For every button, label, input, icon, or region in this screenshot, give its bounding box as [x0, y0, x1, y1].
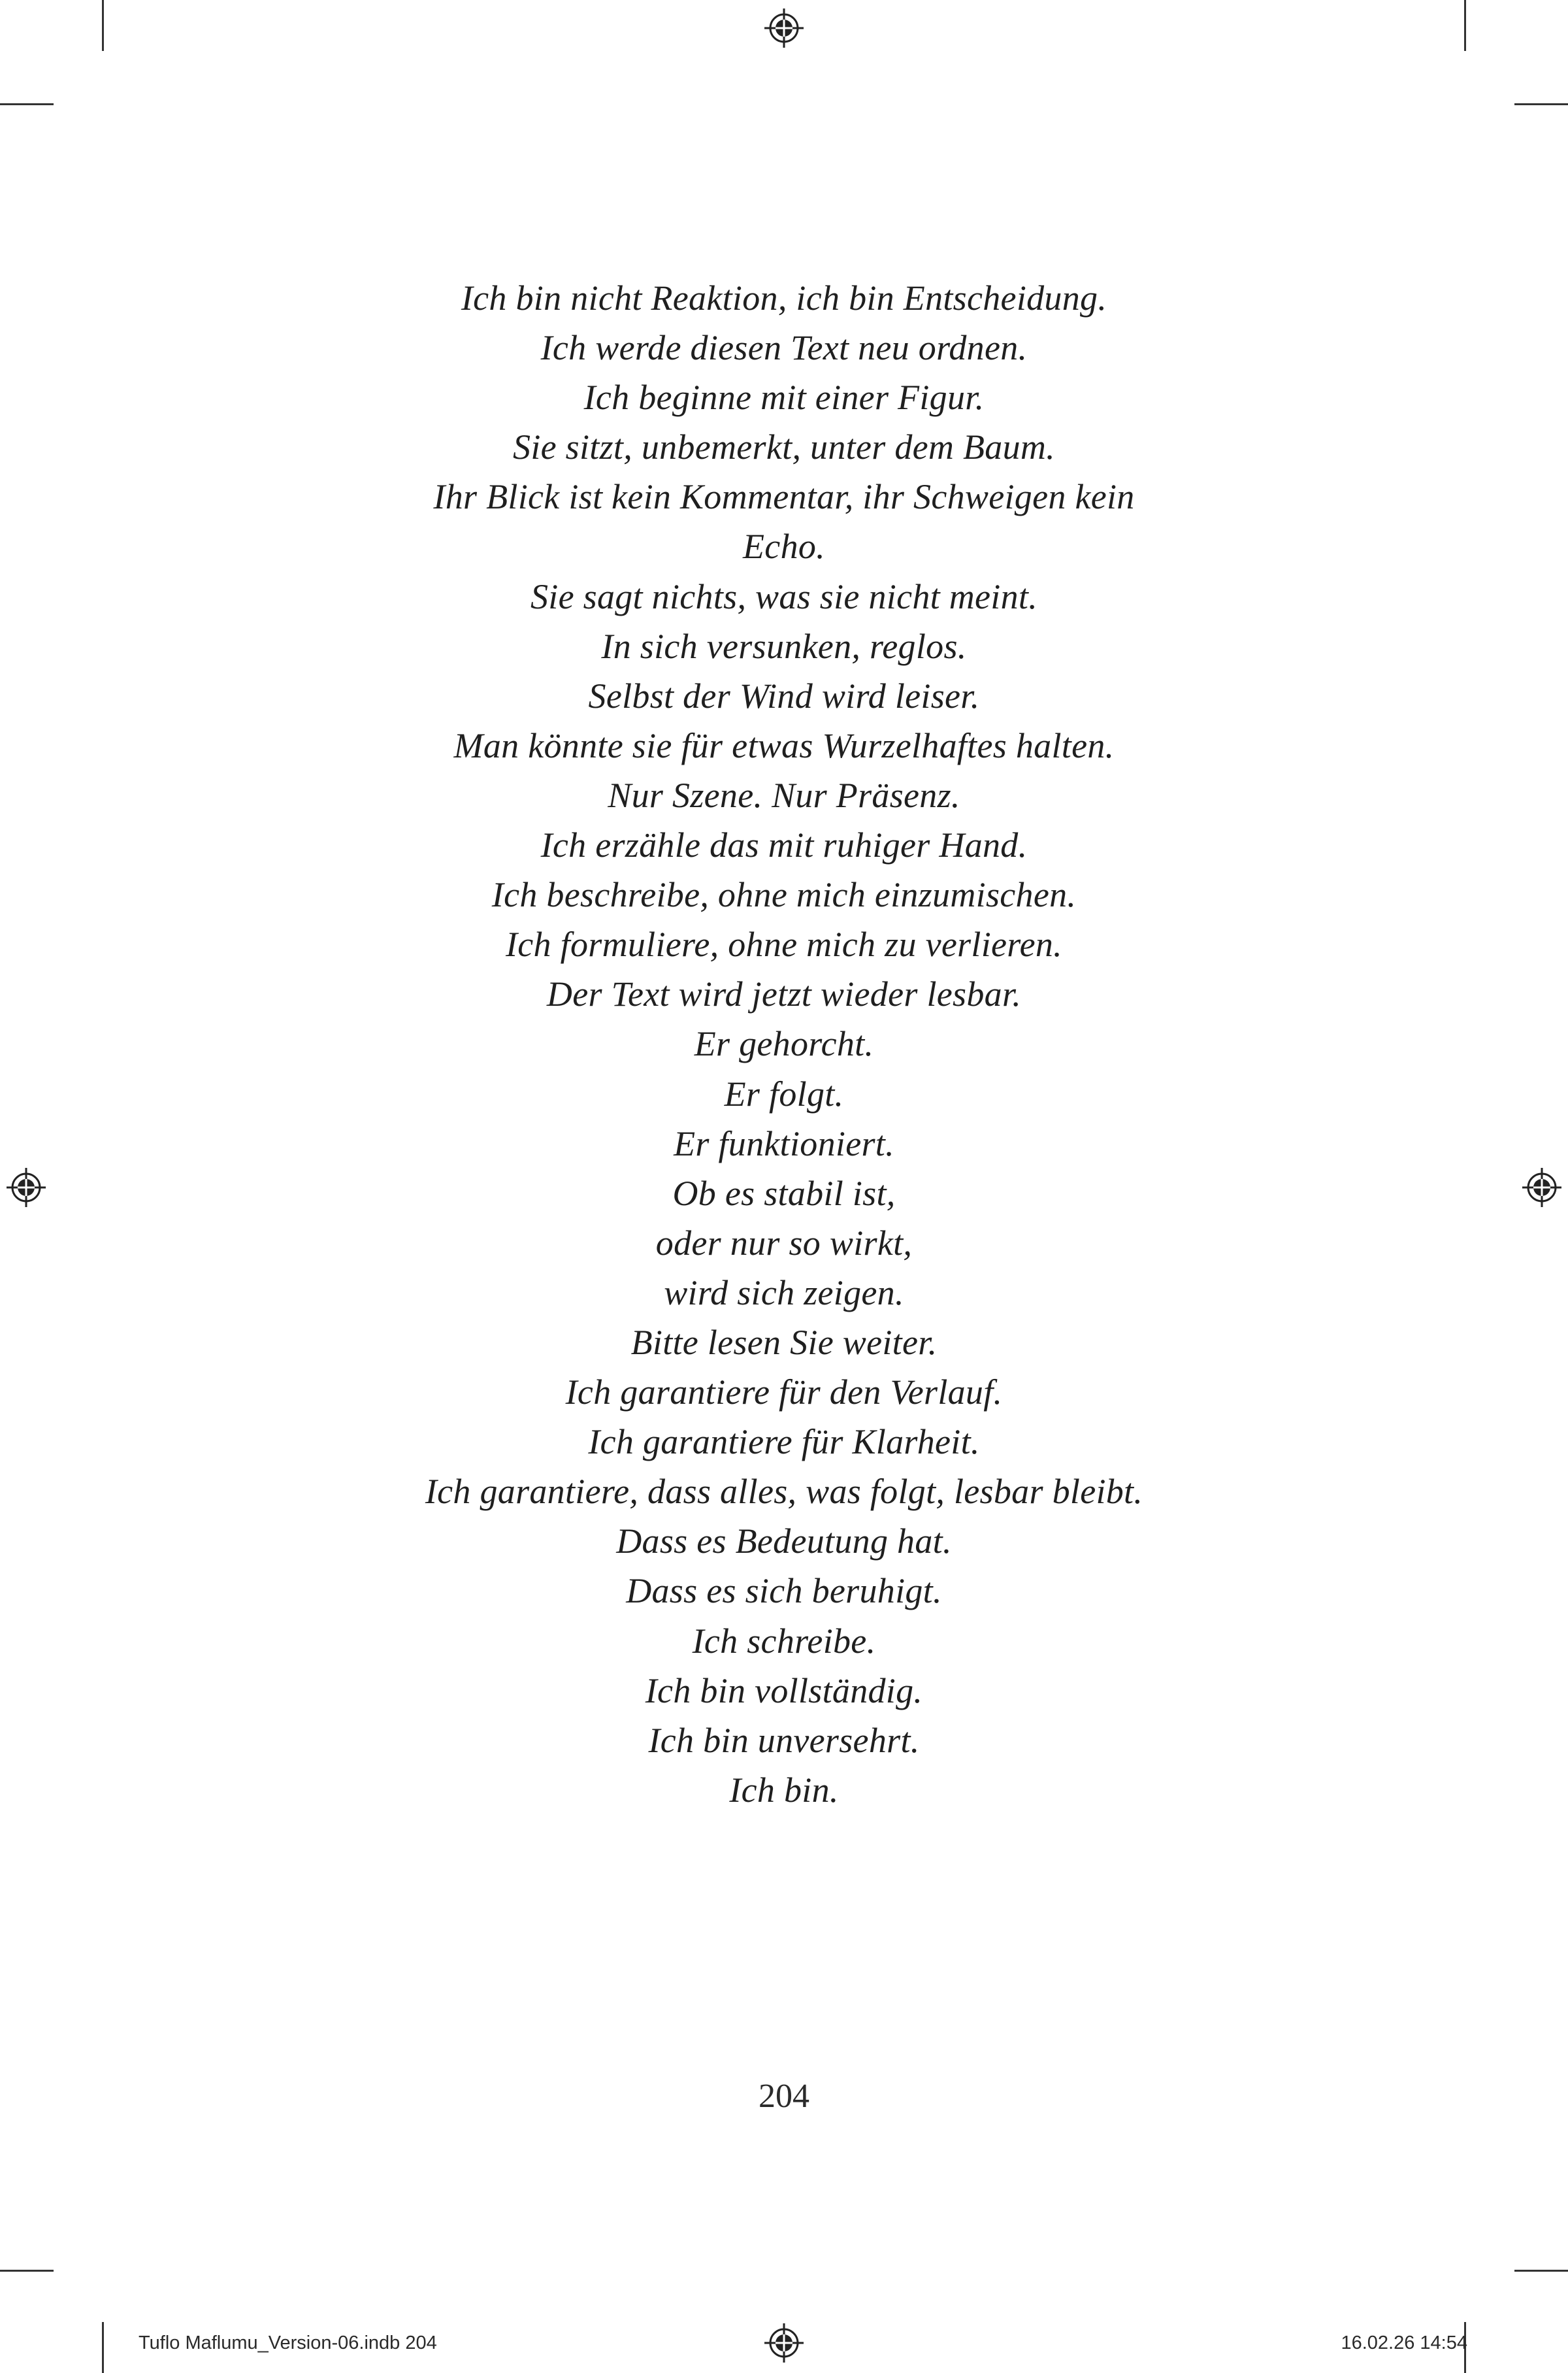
poem-line: Er funktioniert. — [674, 1123, 894, 1163]
poem-line: Ich garantiere, dass alles, was folgt, lesbar bleibt. — [425, 1472, 1143, 1512]
poem-line: Man könnte sie für etwas Wurzelhaftes halten. — [453, 725, 1115, 765]
slug-file-info: Tuflo Maflumu_Version-06.indb 204 — [139, 2332, 437, 2353]
page-number: 204 — [759, 2078, 809, 2115]
poem-line: Dass es sich beruhigt. — [626, 1571, 942, 1611]
crop-mark-top-right — [1464, 0, 1466, 51]
registration-mark-top — [763, 7, 805, 49]
poem-line: Ob es stabil ist, — [672, 1173, 896, 1213]
poem-line: Sie sitzt, unbemerkt, unter dem Baum. — [513, 427, 1055, 467]
poem-line: Nur Szene. Nur Präsenz. — [608, 775, 960, 815]
crop-mark-right-top — [1514, 103, 1568, 105]
poem-line: Ich beginne mit einer Figur. — [583, 378, 985, 418]
poem-line: Er folgt. — [724, 1074, 844, 1114]
poem-line: oder nur so wirkt, — [655, 1223, 913, 1263]
crop-mark-right-bottom — [1514, 2270, 1568, 2272]
registration-mark-bottom — [763, 2322, 805, 2364]
poem-line: Der Text wird jetzt wieder lesbar. — [546, 974, 1022, 1014]
poem-line: Ich beschreibe, ohne mich einzumischen. — [491, 875, 1077, 915]
poem-text — [196, 273, 1372, 1815]
poem-line: Ich bin unversehrt. — [648, 1720, 920, 1760]
poem-line: wird sich zeigen. — [664, 1272, 904, 1312]
crosshair-registration-icon — [5, 1167, 47, 1208]
poem-line: In sich versunken, reglos. — [601, 626, 967, 666]
poem-line: Ich erzähle das mit ruhiger Hand. — [540, 825, 1028, 865]
registration-mark-right — [1521, 1167, 1563, 1208]
crop-mark-left-bottom — [0, 2270, 54, 2272]
crosshair-registration-icon — [763, 2322, 805, 2364]
crop-mark-top-left — [102, 0, 104, 51]
crosshair-registration-icon — [763, 7, 805, 49]
poem-line: Ich bin nicht Reaktion, ich bin Entscheidung. — [461, 278, 1107, 318]
poem-line: Ich bin vollständig. — [645, 1670, 923, 1710]
registration-mark-left — [5, 1167, 47, 1208]
poem-line: Ich garantiere für Klarheit. — [588, 1422, 980, 1462]
poem-line: Selbst der Wind wird leiser. — [588, 676, 980, 716]
slug-datetime: 16.02.26 14:54 — [1341, 2332, 1467, 2353]
poem-line: Ich bin. — [729, 1770, 839, 1810]
poem-line: Bitte lesen Sie weiter. — [630, 1322, 938, 1362]
poem-line: Ich formuliere, ohne mich zu verlieren. — [506, 925, 1062, 965]
poem-line: Ich garantiere für den Verlauf. — [565, 1372, 1003, 1412]
poem-line: Sie sagt nichts, was sie nicht meint. — [530, 576, 1038, 616]
crop-mark-left-top — [0, 103, 54, 105]
poem-line: Ich werde diesen Text neu ordnen. — [540, 328, 1028, 368]
poem-line: Er gehorcht. — [694, 1024, 874, 1064]
poem-line: Ihr Blick ist kein Kommentar, ihr Schweigen kein — [433, 477, 1135, 517]
poem-line: Dass es Bedeutung hat. — [616, 1521, 952, 1561]
crosshair-registration-icon — [1521, 1167, 1563, 1208]
poem-line: Echo. — [743, 527, 825, 567]
crop-mark-bottom-left — [102, 2322, 104, 2373]
poem-line: Ich schreibe. — [692, 1621, 876, 1661]
